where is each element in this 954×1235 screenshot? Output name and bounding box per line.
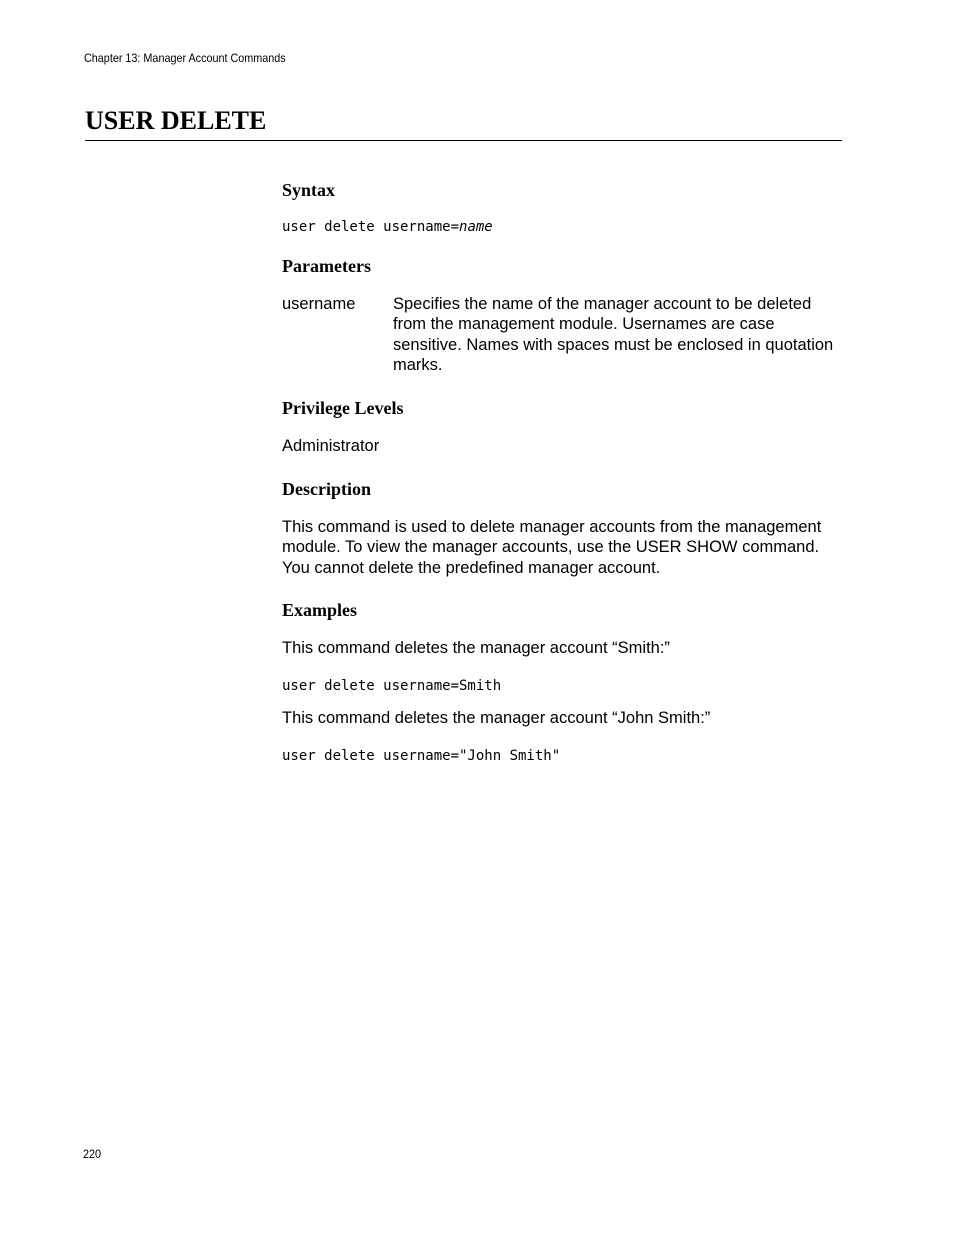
example-2-text: This command deletes the manager account “John Smith:”: [282, 709, 711, 727]
example-2-code: user delete username="John Smith": [282, 748, 561, 764]
privilege-level-value: Administrator: [282, 437, 380, 455]
description-heading: Description: [282, 479, 371, 499]
title-rule: [85, 140, 842, 141]
parameter-name: username: [282, 295, 356, 313]
page-title: USER DELETE: [85, 106, 267, 135]
page-number: 220: [83, 1147, 102, 1161]
examples-heading: Examples: [282, 600, 358, 620]
example-1-text: This command deletes the manager account “Smith:”: [282, 639, 670, 657]
privilege-levels-heading: Privilege Levels: [282, 398, 404, 418]
syntax-argument: name: [459, 219, 493, 235]
running-header: Chapter 13: Manager Account Commands: [84, 51, 286, 65]
syntax-heading: Syntax: [282, 180, 336, 200]
parameters-heading: Parameters: [282, 256, 371, 276]
syntax-code: [282, 218, 493, 236]
example-1-code: user delete username=Smith: [282, 678, 502, 694]
description-text: This command is used to delete manager accounts from the management module. To view the manager accounts, use the USER SHOW command. You cannot delete the predefined manager account.: [282, 518, 822, 577]
parameter-description: Specifies the name of the manager account to be deleted from the management module. Usernames are case sensitive. Names with spaces must be enclosed in quotation marks.: [393, 295, 834, 374]
syntax-command: user delete username=: [282, 219, 460, 235]
